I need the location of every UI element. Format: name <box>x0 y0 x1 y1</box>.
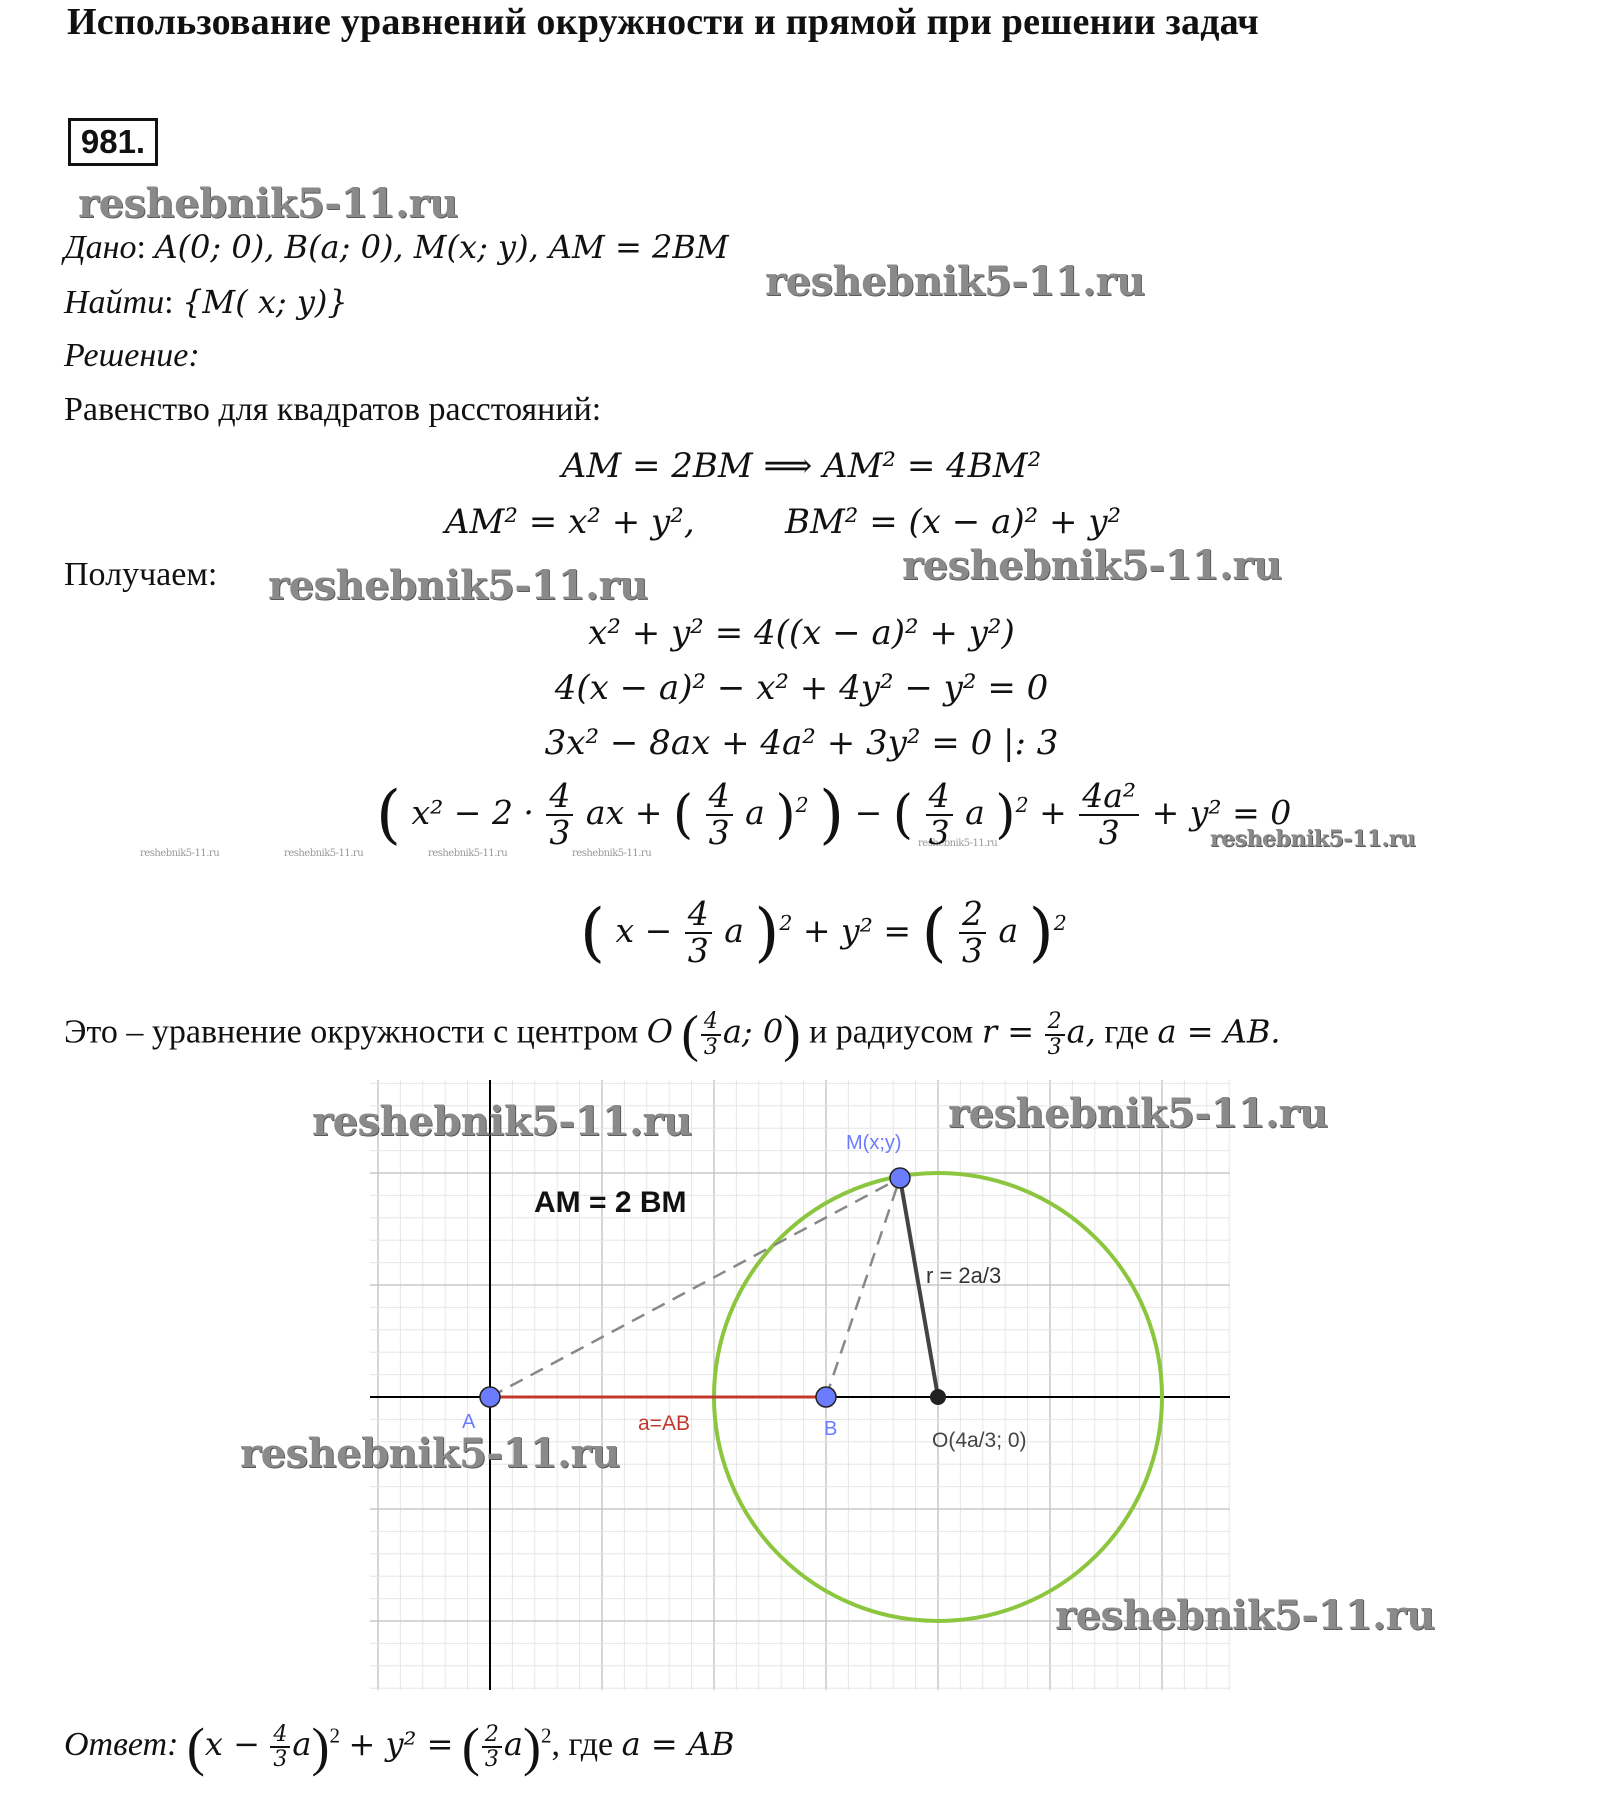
fraction: $\frac{4}{3}$ <box>701 1010 721 1058</box>
watermark: reshebnik5-11.ru <box>240 1430 620 1477</box>
equation-3: x² + y² = 4((x − a)² + y²) <box>588 613 1015 653</box>
eq6-part: + y² = 0 <box>1151 793 1292 832</box>
conclusion-text: и радиусом <box>809 1013 974 1051</box>
page-title: Использование уравнений окружности и прямой при решении задач <box>67 1 1259 43</box>
fraction: $\frac{4}{3}$ <box>926 779 953 850</box>
fraction: $\frac{4}{3}$ <box>685 897 712 968</box>
equation-2a: AM² = x² + y², <box>445 502 695 542</box>
watermark: reshebnik5-11.ru <box>572 848 652 859</box>
conclusion-text: где <box>1104 1013 1149 1051</box>
given-label: Дано <box>64 229 137 266</box>
eq6-part: + <box>1039 793 1067 832</box>
eq6-part: ax + <box>585 793 663 832</box>
label-o: O(4a/3; 0) <box>932 1429 1027 1452</box>
eq6-part: a <box>745 793 765 832</box>
point-o <box>930 1389 946 1405</box>
point-a <box>480 1387 500 1407</box>
watermark: reshebnik5-11.ru <box>312 1098 692 1145</box>
eq6-part: a <box>965 793 985 832</box>
equation-5: 3x² − 8ax + 4a² + 3y² = 0 |: 3 <box>544 723 1059 763</box>
fraction: $\frac{4}{3}$ <box>706 779 733 850</box>
find-text: {M( x; y)} <box>182 283 348 321</box>
watermark: reshebnik5-11.ru <box>268 562 648 609</box>
label-ab: a=AB <box>638 1412 690 1435</box>
label-m: M(x;y) <box>846 1132 902 1154</box>
fraction: $\frac{2}{3}$ <box>482 1723 502 1771</box>
eq6-part: − <box>854 793 883 832</box>
point-m <box>890 1168 910 1188</box>
answer-part: a <box>503 1724 523 1763</box>
answer-part: a = AB <box>621 1724 735 1763</box>
answer-part: , где <box>551 1725 614 1763</box>
fraction: $\frac{\text{4a²}}{3}$ <box>1079 779 1139 850</box>
equation-1: AM = 2BM ⟹ AM² = 4BM² <box>561 446 1042 486</box>
given-line: Дано: A(0; 0), B(a; 0), M(x; y), AM = 2BM <box>64 228 729 266</box>
answer-part: + y² = <box>348 1724 454 1763</box>
given-text: A(0; 0), B(a; 0), M(x; y), AM = 2BM <box>154 228 729 266</box>
eq6-part: x² − 2 · <box>411 793 534 832</box>
eq7-part: x − <box>615 911 673 950</box>
fraction: $\frac{2}{3}$ <box>959 897 986 968</box>
watermark: reshebnik5-11.ru <box>284 848 364 859</box>
solution-label: Решение: <box>64 337 200 374</box>
answer-part: a <box>292 1724 312 1763</box>
label-radius: r = 2a/3 <box>926 1263 1002 1288</box>
eq7-part: a <box>998 911 1019 950</box>
figure-caption: AM = 2 BM <box>534 1186 687 1219</box>
conclusion-math: a = AB. <box>1157 1012 1281 1051</box>
watermark: reshebnik5-11.ru <box>918 838 998 849</box>
problem-number: 981. <box>68 118 158 166</box>
eq7-part: a <box>724 911 744 950</box>
conclusion-text: Это – уравнение окружности с центром <box>64 1013 639 1051</box>
find-label: Найти <box>64 284 165 321</box>
find-line: Найти: {M( x; y)} <box>64 283 348 321</box>
point-b <box>816 1387 836 1407</box>
watermark: reshebnik5-11.ru <box>428 848 508 859</box>
answer-part: x − <box>204 1724 260 1763</box>
answer-line: Ответ: (x − $\frac{4}{3}$ a)$^2$ + y² = ( $\frac{2}{3}$ a)$^2$, где a = AB <box>64 1717 735 1777</box>
watermark: reshebnik5-11.ru <box>948 1090 1328 1137</box>
equation-6: ( x² − 2 · $\frac{4}{3}$ ax + ( $\frac{4}{3}$ a )$^2$ ) − ( $\frac{4}{3}$ a )$^2$ + $\frac{\text{4a²}}{3}$ + y² = 0 <box>376 776 1292 852</box>
watermark: reshebnik5-11.ru <box>1210 826 1416 852</box>
fraction: $\frac{4}{3}$ <box>270 1723 290 1771</box>
conclusion-math: O <box>646 1012 674 1051</box>
equation-7: ( x − $\frac{4}{3}$ a )$^2$ + y² = ( $\frac{2}{3}$ a )$^2$ <box>580 894 1067 970</box>
conclusion-math: r = <box>981 1012 1035 1051</box>
fraction: $\frac{4}{3}$ <box>546 779 573 850</box>
equation-4: 4(x − a)² − x² + 4y² − y² = 0 <box>554 668 1049 708</box>
eq7-part: + y² = <box>802 911 912 950</box>
intro-text: Равенство для квадратов расстояний: <box>64 391 602 428</box>
watermark: reshebnik5-11.ru <box>902 542 1282 589</box>
watermark: reshebnik5-11.ru <box>1055 1592 1435 1639</box>
label-b: B <box>824 1418 838 1440</box>
fraction: $\frac{2}{3}$ <box>1045 1010 1065 1058</box>
watermark: reshebnik5-11.ru <box>765 258 1145 305</box>
get-label: Получаем: <box>64 556 218 593</box>
conclusion-math: a; 0 <box>722 1012 784 1051</box>
watermark: reshebnik5-11.ru <box>78 180 458 227</box>
answer-label: Ответ: <box>64 1725 179 1763</box>
equation-2b: BM² = (x − a)² + y² <box>785 502 1122 542</box>
watermark: reshebnik5-11.ru <box>140 848 220 859</box>
conclusion-line: Это – уравнение окружности с центром O ( $\frac{4}{3}$ a; 0) и радиусом r = $\frac{2}{3}$ a, где a = AB. <box>64 1006 1281 1063</box>
label-a: A <box>462 1411 476 1433</box>
conclusion-math: a, <box>1066 1012 1096 1051</box>
